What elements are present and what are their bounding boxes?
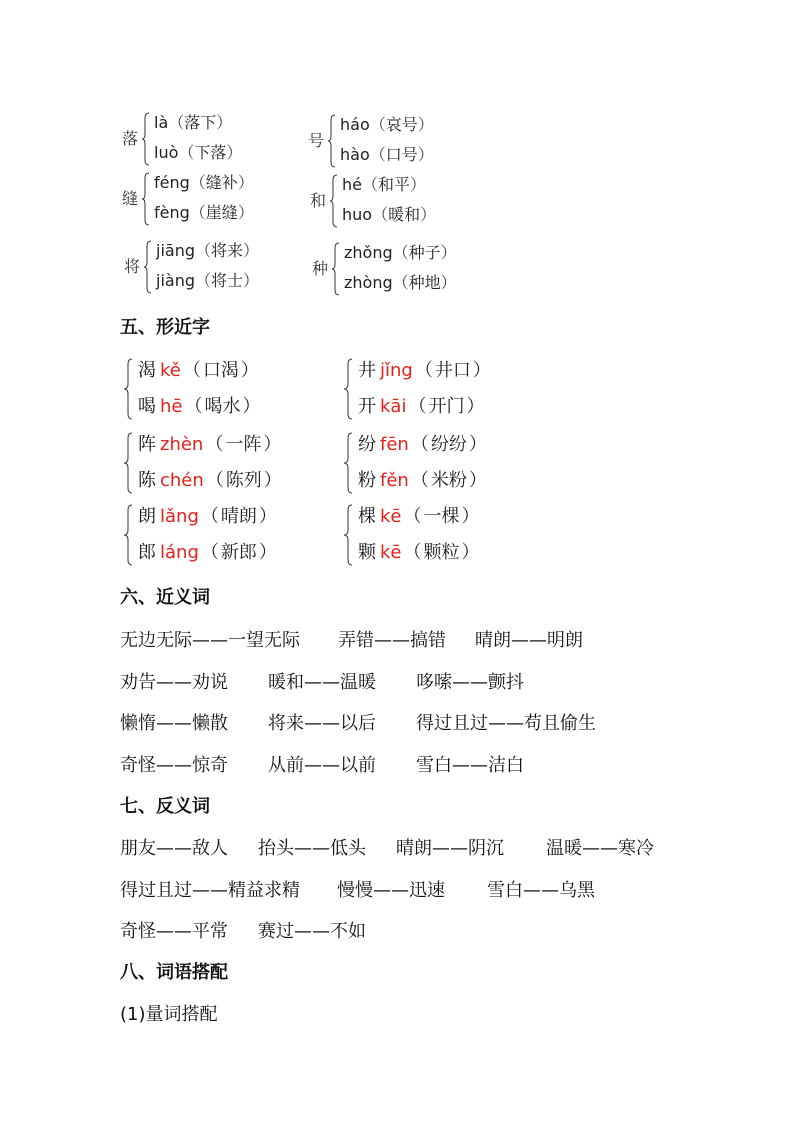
- brace-icon: [344, 504, 353, 566]
- similar-group-4: [344, 428, 584, 498]
- brace-icon: [330, 174, 338, 228]
- pinyin-line: là（落下）: [154, 113, 233, 132]
- section-heading-similar-chars: 五、形近字: [120, 317, 210, 338]
- similar-line: 纷 fēn （ 纷纷 ）: [358, 434, 487, 455]
- similar-line: 渴 kě （ 口渴 ）: [138, 360, 259, 381]
- word-pair: 温暖——寒冷: [546, 838, 654, 859]
- polyphonic-char: 种: [312, 259, 329, 278]
- brace-icon: [124, 504, 133, 566]
- pinyin-line: hào（口号）: [340, 145, 434, 164]
- antonym-row-3: [120, 917, 366, 943]
- word-pair: 赛过——不如: [258, 921, 366, 942]
- antonym-row-2: [120, 876, 595, 902]
- word-pair: 暖和——温暖: [268, 672, 376, 693]
- similar-line: 朗 lǎng （ 晴朗 ）: [138, 506, 277, 527]
- similar-group-3: [124, 428, 364, 498]
- polyphonic-char: 号: [308, 131, 325, 150]
- similar-line: 颗 kē （ 颗粒 ）: [358, 542, 480, 563]
- brace-icon: [144, 240, 152, 294]
- brace-icon: [142, 172, 150, 226]
- brace-icon: [344, 432, 353, 494]
- synonym-row-2: [120, 668, 524, 694]
- polyphonic-group-5: [124, 238, 324, 298]
- word-pair: 雪白——洁白: [416, 755, 524, 776]
- polyphonic-char: 缝: [122, 189, 139, 208]
- word-pair: 雪白——乌黑: [487, 880, 595, 901]
- brace-icon: [328, 114, 336, 168]
- pinyin-line: háo（哀号）: [340, 115, 434, 134]
- polyphonic-group-4: [310, 172, 510, 232]
- pinyin-line: fèng（崖缝）: [154, 203, 254, 222]
- word-pair: 哆嗦——颤抖: [416, 672, 524, 693]
- brace-icon: [344, 358, 353, 420]
- pinyin-line: zhǒng（种子）: [344, 243, 457, 262]
- brace-icon: [332, 242, 340, 296]
- polyphonic-group-6: [312, 240, 512, 300]
- polyphonic-group-1: [122, 110, 325, 170]
- synonym-row-3: [120, 709, 596, 735]
- word-pair: 从前——以前: [268, 755, 376, 776]
- section-heading-synonyms: 六、近义词: [120, 587, 210, 608]
- similar-group-1: [124, 354, 364, 424]
- section-heading-collocations: 八、词语搭配: [120, 962, 228, 983]
- word-pair: 弄错——搞错: [338, 630, 446, 651]
- synonym-row-1: [120, 626, 583, 652]
- polyphonic-char: 和: [310, 191, 327, 210]
- similar-line: 井 jǐng （ 井口 ）: [358, 360, 491, 381]
- word-pair: 得过且过——苟且偷生: [416, 713, 596, 734]
- pinyin-line: jiāng（将来）: [156, 241, 260, 260]
- similar-line: 粉 fěn （ 米粉 ）: [358, 470, 487, 491]
- brace-icon: [124, 432, 133, 494]
- word-pair: 抬头——低头: [258, 838, 366, 859]
- pinyin-line: huo（暖和）: [342, 205, 437, 224]
- similar-line: 陈 chén （ 陈列 ）: [138, 470, 282, 491]
- similar-line: 郎 láng （ 新郎 ）: [138, 542, 277, 563]
- word-pair: 无边无际——一望无际: [120, 630, 300, 651]
- word-pair: 懒惰——懒散: [120, 713, 228, 734]
- similar-group-2: [344, 354, 584, 424]
- word-pair: 劝告——劝说: [120, 672, 228, 693]
- polyphonic-group-2: [308, 112, 508, 172]
- pinyin-line: luò（下落）: [154, 143, 243, 162]
- polyphonic-char: 将: [124, 257, 141, 276]
- brace-icon: [142, 112, 150, 166]
- pinyin-line: zhòng（种地）: [344, 273, 457, 292]
- pinyin-line: hé（和平）: [342, 175, 427, 194]
- word-pair: 慢慢——迅速: [337, 880, 445, 901]
- word-pair: 得过且过——精益求精: [120, 880, 300, 901]
- similar-line: 开 kāi （ 开门 ）: [358, 396, 485, 417]
- subheading-measure-words: (1)量词搭配: [120, 1004, 218, 1025]
- similar-line: 喝 hē （ 喝水 ）: [138, 396, 261, 417]
- synonym-row-4: [120, 751, 524, 777]
- similar-line: 棵 kē （ 一棵 ）: [358, 506, 480, 527]
- word-pair: 晴朗——明朗: [475, 630, 583, 651]
- word-pair: 奇怪——惊奇: [120, 755, 228, 776]
- similar-group-6: [344, 500, 584, 570]
- polyphonic-char: 落: [122, 129, 139, 148]
- pinyin-line: féng（缝补）: [154, 173, 254, 192]
- word-pair: 朋友——敌人: [120, 838, 228, 859]
- word-pair: 晴朗——阴沉: [396, 838, 504, 859]
- similar-line: 阵 zhèn （ 一阵 ）: [138, 434, 282, 455]
- polyphonic-group-3: [122, 170, 322, 230]
- antonym-row-1: [120, 834, 654, 860]
- similar-group-5: [124, 500, 364, 570]
- word-pair: 奇怪——平常: [120, 921, 228, 942]
- word-pair: 将来——以后: [268, 713, 376, 734]
- pinyin-line: jiàng（将士）: [156, 271, 260, 290]
- brace-icon: [124, 358, 133, 420]
- section-heading-antonyms: 七、反义词: [120, 796, 210, 817]
